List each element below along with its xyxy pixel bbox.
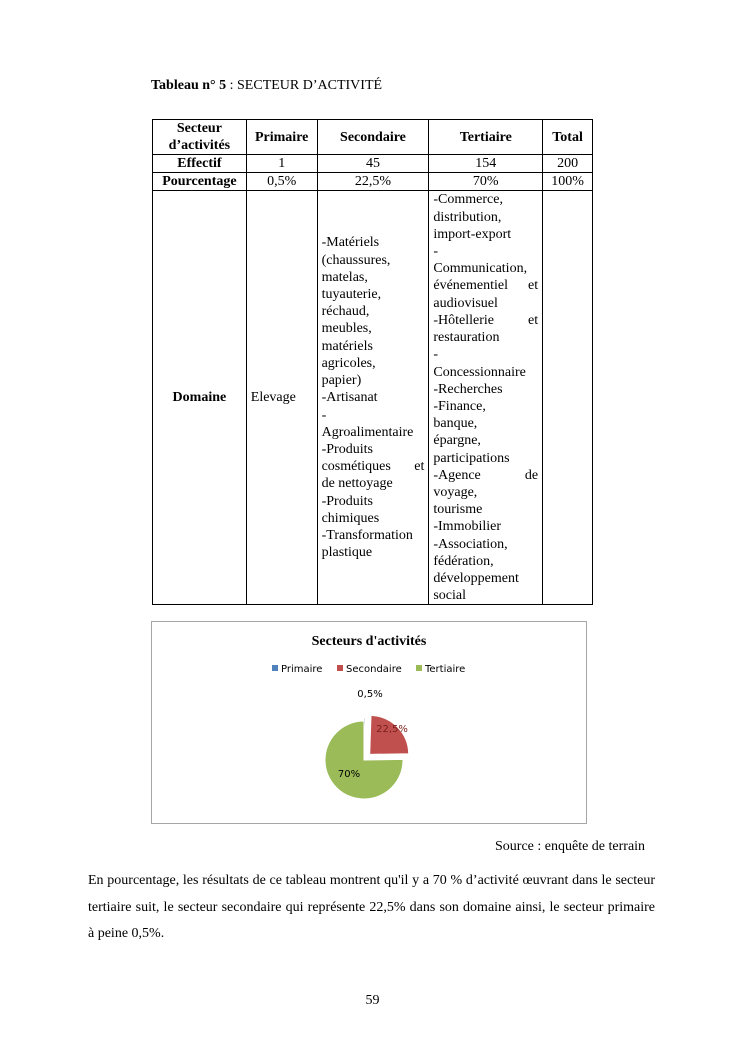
list-line: - — [433, 244, 439, 260]
source-note: Source : enquête de terrain — [495, 839, 646, 854]
domaine-total — [543, 191, 593, 605]
effectif-total: 200 — [543, 155, 593, 173]
pourcentage-row — [153, 173, 593, 191]
body-paragraph: En pourcentage, les résultats de ce tableau montrent qu'il y a 70 % d’activité œuvrant dans le secteur tertiaire suit, le secteur secondaire qui représente 22,5% dans son domaine ainsi, le secteur primaire à peine 0,5%. — [88, 873, 655, 941]
legend-swatch-tertiaire — [416, 665, 422, 671]
list-line: -Commerce, — [433, 192, 503, 208]
legend-label-tertiaire: Tertiaire — [425, 664, 466, 675]
effectif-row — [153, 155, 593, 173]
list-line: chimiques — [321, 510, 380, 526]
list-line: développement — [433, 570, 519, 586]
chart-title: Secteurs d'activités — [311, 634, 427, 649]
list-line: - — [433, 347, 439, 363]
list-line: -Produits — [321, 441, 373, 457]
header-primaire: Primaire — [246, 120, 317, 155]
domaine-row — [153, 191, 593, 605]
header-tertiaire: Tertiaire — [429, 120, 543, 155]
list-line: Communication, — [433, 261, 528, 277]
list-line: Concessionnaire — [433, 364, 526, 380]
pourcentage-tertiaire: 70% — [429, 173, 543, 191]
data-label-secondaire: 22,5% — [376, 724, 408, 735]
list-line: événementiel et — [433, 278, 539, 294]
list-line: import-export — [433, 226, 512, 242]
list-line: -Matériels — [321, 235, 380, 251]
table-caption-title: : SECTEUR D’ACTIVITÉ — [226, 78, 383, 93]
effectif-label: Effectif — [153, 155, 247, 173]
list-line: restauration — [433, 330, 500, 346]
list-line: plastique — [321, 545, 373, 561]
legend-label-primaire: Primaire — [281, 664, 323, 675]
pourcentage-primaire: 0,5% — [246, 173, 317, 191]
list-line: -Hôtellerie et — [433, 312, 539, 328]
effectif-tertiaire: 154 — [429, 155, 543, 173]
list-line: voyage, — [433, 484, 478, 500]
sector-table — [152, 119, 593, 605]
header-secteur: Secteur d’activités — [153, 120, 247, 155]
pourcentage-total: 100% — [543, 173, 593, 191]
pie-chart-svg — [152, 622, 586, 823]
list-line: audiovisuel — [433, 295, 498, 311]
data-label-primaire: 0,5% — [357, 689, 383, 700]
list-line: réchaud, — [321, 304, 370, 320]
list-line: -Agence de — [433, 467, 539, 483]
list-line: -Transformation — [321, 527, 413, 543]
legend-swatch-secondaire — [337, 665, 343, 671]
table-caption-number: Tableau n° 5 — [151, 78, 227, 93]
list-line: social — [433, 588, 467, 604]
list-line: -Produits — [321, 493, 373, 509]
domaine-secondaire — [317, 191, 429, 605]
list-line: participations — [433, 450, 510, 466]
page-number: 59 — [365, 993, 380, 1008]
list-line: cosmétiques et — [321, 459, 425, 475]
list-line: - — [321, 407, 327, 423]
list-line: fédération, — [433, 553, 494, 569]
list-line: banque, — [433, 416, 478, 432]
table-caption — [151, 78, 382, 94]
list-line: Agroalimentaire — [321, 424, 414, 440]
header-total: Total — [543, 120, 593, 155]
data-label-tertiaire: 70% — [337, 769, 361, 780]
list-line: agricoles, — [321, 355, 376, 371]
list-line: meubles, — [321, 321, 372, 337]
list-line: matériels — [321, 338, 373, 354]
table-header-row — [153, 120, 593, 155]
list-line: (chaussures, — [321, 252, 391, 268]
list-line: -Recherches — [433, 381, 503, 397]
domaine-label: Domaine — [153, 191, 247, 605]
list-line: matelas, — [321, 269, 368, 285]
pie-chart — [151, 621, 587, 824]
list-line: de nettoyage — [321, 476, 393, 492]
list-line: papier) — [321, 373, 362, 389]
effectif-primaire: 1 — [246, 155, 317, 173]
list-line: -Association, — [433, 536, 508, 552]
domaine-primaire: Elevage — [246, 191, 317, 605]
pourcentage-label: Pourcentage — [153, 173, 247, 191]
list-line: tuyauterie, — [321, 287, 382, 303]
list-line: -Finance, — [433, 398, 486, 414]
list-line: -Immobilier — [433, 519, 502, 535]
pourcentage-secondaire: 22,5% — [317, 173, 429, 191]
domaine-tertiaire — [429, 191, 543, 605]
effectif-secondaire: 45 — [317, 155, 429, 173]
list-line: épargne, — [433, 433, 481, 449]
legend-swatch-primaire — [272, 665, 278, 671]
header-secondaire: Secondaire — [317, 120, 429, 155]
legend-label-secondaire: Secondaire — [346, 664, 402, 675]
list-line: distribution, — [433, 209, 502, 225]
list-line: tourisme — [433, 502, 483, 518]
list-line: -Artisanat — [321, 390, 378, 406]
